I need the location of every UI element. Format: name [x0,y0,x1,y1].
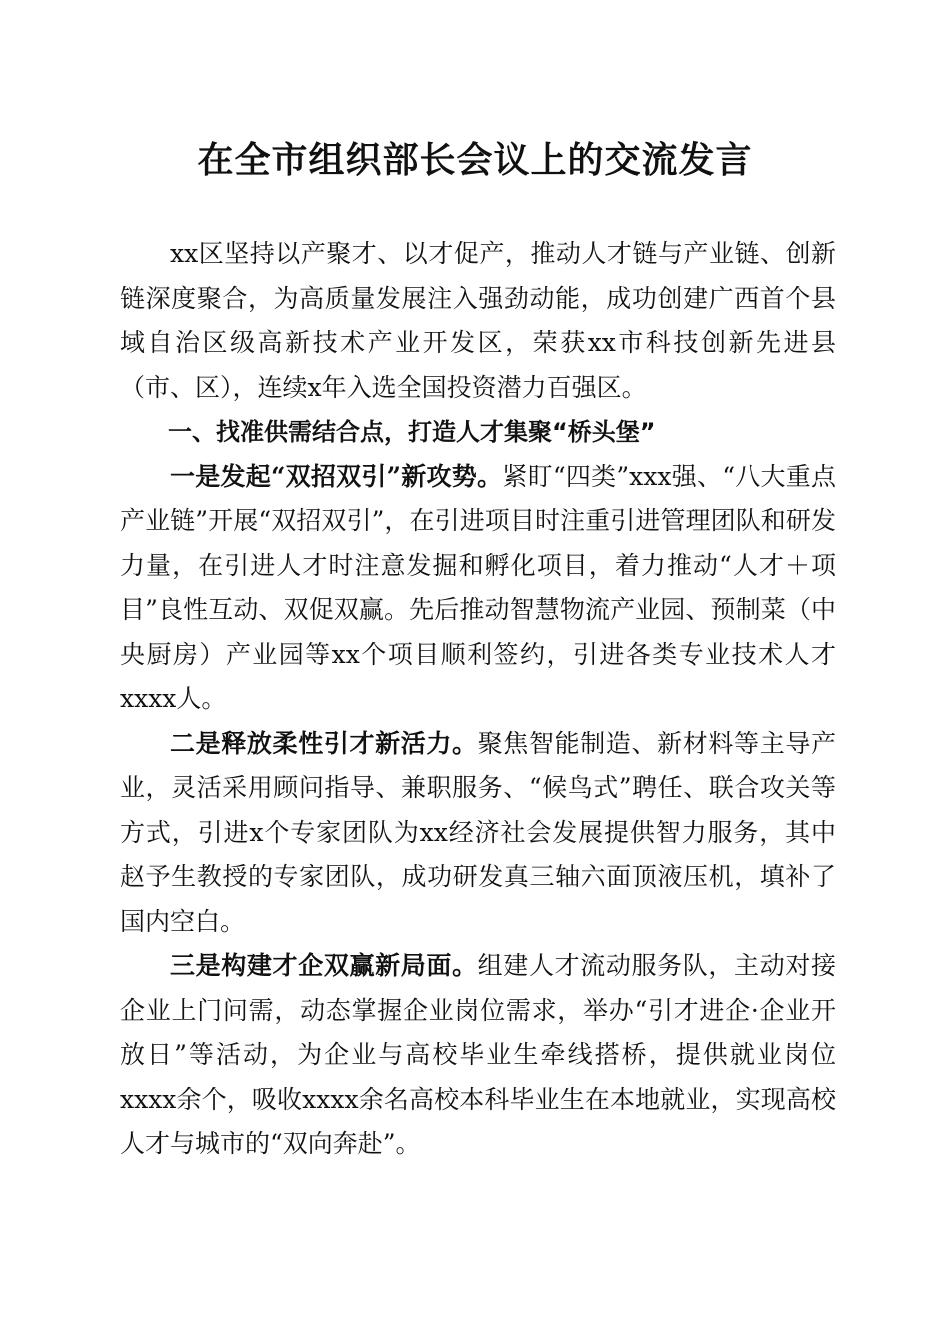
paragraph-text: 组建人才流动服务队，主动对接企业上门问需，动态掌握企业岗位需求，举办“引才进企·企业开放日”等活动，为企业与高校毕业生牵线搭桥，提供就业岗位xxxx余个，吸收xxxx余名高校本科毕业生在本地就业，实现高校人才与城市的“双向奔赴”。 [120,951,836,1158]
paragraph-lead: 二是释放柔性引才新活力。 [170,728,478,758]
body-paragraph [120,455,836,722]
paragraph-text: 聚焦智能制造、新材料等主导产业，灵活采用顾问指导、兼职服务、“候鸟式”聘任、联合攻关等方式，引进x个专家团队为xx经济社会发展提供智力服务，其中赵予生教授的专家团队，成功研发真三轴六面顶液压机，填补了国内空白。 [120,728,836,936]
section-heading: 一、找准供需结合点，打造人才集聚“桥头堡” [168,418,656,446]
intro-paragraph: xx区坚持以产聚才、以才促产，推动人才链与产业链、创新链深度聚合，为高质量发展注入强劲动能，成功创建广西首个县域自治区级高新技术产业开发区，荣获xx市科技创新先进县（市、区），连续x年入选全国投资潜力百强区。 [120,239,836,402]
paragraph-lead: 三是构建才企双赢新局面。 [170,951,478,980]
document-title: 在全市组织部长会议上的交流发言 [197,139,753,181]
body-paragraph [120,944,836,1167]
paragraph-text: 紧盯“四类”xxx强、“八大重点产业链”开展“双招双引”，在引进项目时注重引进管理团队和研发力量，在引进人才时注意发掘和孵化项目，着力推动“人才＋项目”良性互动、双促双赢。先后推动智慧物流产业园、预制菜（中央厨房）产业园等xx个项目顺利签约，引进各类专业技术人才xxxx人。 [120,461,836,713]
document-body [120,232,836,1167]
paragraph-lead: 一是发起“双招双引”新攻势。 [170,461,503,491]
body-paragraph [120,722,836,945]
